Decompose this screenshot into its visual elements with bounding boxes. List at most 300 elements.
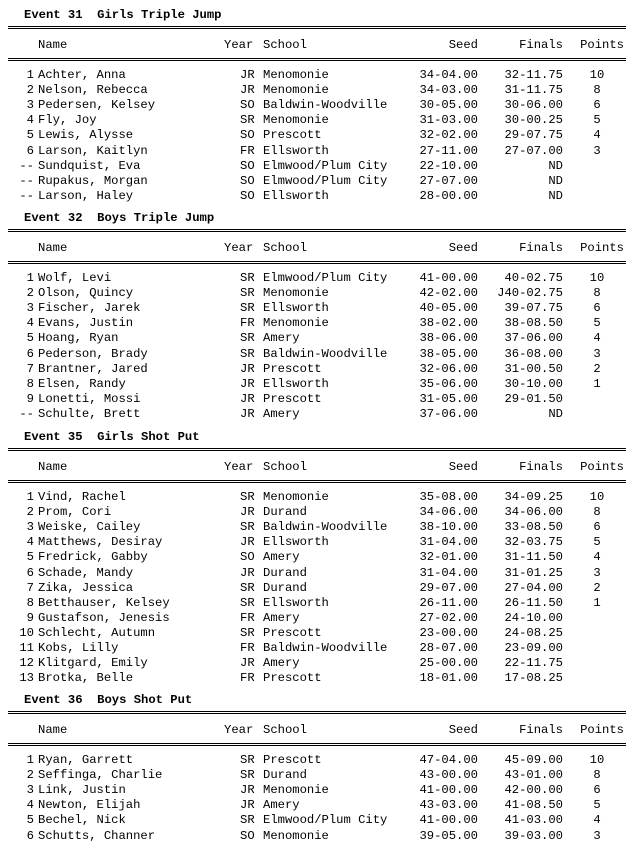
cell-seed: 35-08.00: [419, 490, 478, 504]
cell-name: Fly, Joy: [38, 113, 97, 128]
cell-name: Schade, Mandy: [38, 565, 134, 580]
cell-place: 6: [26, 828, 34, 843]
cell-finals: 29-01.50: [504, 391, 563, 406]
cell-finals: J40-02.75: [497, 286, 563, 301]
header-name: Name: [38, 38, 68, 52]
header-points: Points: [580, 38, 624, 52]
cell-place: 1: [26, 68, 34, 82]
cell-school: Elmwood/Plum City: [263, 173, 388, 188]
event-title: Event 36 Boys Shot Put: [24, 693, 193, 707]
cell-school: Durand: [263, 580, 307, 595]
cell-name: Matthews, Desiray: [38, 535, 163, 550]
column-header-row: [0, 38, 635, 53]
cell-points: 4: [593, 550, 601, 565]
result-row: [0, 611, 635, 626]
cell-place: 2: [26, 83, 34, 98]
cell-name: Sundquist, Eva: [38, 158, 141, 173]
cell-seed: 34-04.00: [419, 68, 478, 82]
cell-name: Nelson, Rebecca: [38, 83, 148, 98]
cell-place: 3: [26, 301, 34, 316]
cell-place: 5: [26, 331, 34, 346]
cell-finals: 38-08.50: [504, 316, 563, 331]
cell-finals: 31-11.50: [504, 550, 563, 565]
cell-seed: 22-10.00: [419, 158, 478, 173]
cell-school: Ellsworth: [263, 535, 329, 550]
result-row: [0, 128, 635, 143]
cell-place: 2: [26, 286, 34, 301]
cell-name: Betthauser, Kelsey: [38, 595, 170, 610]
double-rule: [8, 261, 626, 264]
result-row: [0, 550, 635, 565]
cell-finals: 41-08.50: [504, 798, 563, 813]
cell-points: 10: [589, 753, 605, 767]
cell-place: 1: [26, 490, 34, 504]
cell-year: JR: [240, 798, 255, 813]
result-row: [0, 144, 635, 159]
cell-name: Schutts, Channer: [38, 828, 156, 843]
header-school: School: [263, 723, 307, 737]
cell-place: 5: [26, 128, 34, 143]
cell-school: Prescott: [263, 625, 322, 640]
cell-points: 6: [593, 520, 601, 535]
cell-school: Baldwin-Woodville: [263, 98, 388, 113]
cell-name: Vind, Rachel: [38, 490, 126, 504]
cell-year: SR: [240, 595, 255, 610]
cell-place: 12: [19, 656, 34, 671]
cell-name: Link, Justin: [38, 783, 126, 798]
header-points: Points: [580, 723, 624, 737]
header-year: Year: [224, 38, 254, 52]
cell-finals: 30-00.25: [504, 113, 563, 128]
cell-finals: 32-03.75: [504, 535, 563, 550]
cell-points: 2: [593, 580, 601, 595]
cell-finals: 36-08.00: [504, 346, 563, 361]
header-year: Year: [224, 723, 254, 737]
cell-seed: 37-06.00: [419, 406, 478, 421]
cell-seed: 25-00.00: [419, 656, 478, 671]
result-row: [0, 641, 635, 656]
cell-school: Menomonie: [263, 828, 329, 843]
cell-finals: 37-06.00: [504, 331, 563, 346]
cell-place: 2: [26, 505, 34, 520]
result-row: [0, 566, 635, 581]
cell-year: SR: [240, 580, 255, 595]
cell-finals: ND: [548, 188, 563, 203]
cell-finals: 27-07.00: [504, 143, 563, 158]
event-title: Event 31 Girls Triple Jump: [24, 8, 222, 22]
cell-seed: 26-11.00: [419, 595, 478, 610]
cell-name: Klitgard, Emily: [38, 656, 148, 671]
cell-school: Elmwood/Plum City: [263, 813, 388, 828]
cell-points: 4: [593, 813, 601, 828]
cell-school: Menomonie: [263, 113, 329, 128]
cell-seed: 47-04.00: [419, 753, 478, 767]
cell-name: Schulte, Brett: [38, 406, 141, 421]
cell-points: 5: [593, 535, 601, 550]
cell-place: 11: [19, 641, 34, 655]
cell-school: Ellsworth: [263, 595, 329, 610]
cell-school: Prescott: [263, 128, 322, 143]
cell-finals: 32-11.75: [504, 68, 563, 82]
result-row: [0, 68, 635, 83]
header-points: Points: [580, 460, 624, 474]
result-row: [0, 407, 635, 422]
cell-points: 3: [593, 346, 601, 361]
cell-place: 6: [26, 565, 34, 580]
cell-year: JR: [240, 535, 255, 550]
cell-points: 10: [589, 271, 605, 285]
result-row: [0, 286, 635, 301]
cell-year: SR: [240, 286, 255, 301]
cell-finals: 23-09.00: [504, 641, 563, 655]
cell-place: --: [19, 158, 34, 173]
cell-school: Amery: [263, 550, 300, 565]
result-row: [0, 581, 635, 596]
cell-year: SR: [240, 520, 255, 535]
cell-finals: 26-11.50: [504, 595, 563, 610]
header-name: Name: [38, 460, 68, 474]
cell-school: Durand: [263, 768, 307, 783]
result-row: [0, 656, 635, 671]
cell-seed: 38-05.00: [419, 346, 478, 361]
cell-seed: 31-04.00: [419, 565, 478, 580]
cell-year: SR: [240, 753, 255, 767]
cell-place: 1: [26, 753, 34, 767]
header-seed: Seed: [448, 38, 478, 52]
cell-points: 8: [593, 505, 601, 520]
cell-finals: 42-00.00: [504, 783, 563, 798]
header-seed: Seed: [448, 460, 478, 474]
cell-finals: 30-10.00: [504, 376, 563, 391]
cell-seed: 23-00.00: [419, 625, 478, 640]
event-title: Event 35 Girls Shot Put: [24, 430, 200, 444]
header-school: School: [263, 38, 307, 52]
result-row: [0, 520, 635, 535]
cell-year: SR: [240, 271, 255, 285]
cell-school: Ellsworth: [263, 376, 329, 391]
cell-seed: 38-10.00: [419, 520, 478, 535]
cell-name: Prom, Cori: [38, 505, 112, 520]
cell-place: 8: [26, 376, 34, 391]
cell-name: Hoang, Ryan: [38, 331, 119, 346]
cell-name: Newton, Elijah: [38, 798, 141, 813]
cell-year: SO: [240, 828, 255, 843]
double-rule: [8, 229, 626, 232]
cell-place: 4: [26, 113, 34, 128]
cell-place: 5: [26, 550, 34, 565]
cell-place: 10: [19, 625, 34, 640]
cell-school: Prescott: [263, 361, 322, 376]
cell-school: Baldwin-Woodville: [263, 641, 388, 655]
result-row: [0, 813, 635, 828]
cell-finals: 30-06.00: [504, 98, 563, 113]
cell-finals: 34-06.00: [504, 505, 563, 520]
cell-seed: 41-00.00: [419, 271, 478, 285]
cell-year: FR: [240, 316, 255, 331]
cell-name: Seffinga, Charlie: [38, 768, 163, 783]
cell-seed: 41-00.00: [419, 813, 478, 828]
cell-name: Fischer, Jarek: [38, 301, 141, 316]
column-header-row: [0, 241, 635, 256]
cell-name: Kobs, Lilly: [38, 641, 119, 655]
cell-place: 13: [19, 671, 34, 686]
cell-place: --: [19, 188, 34, 203]
cell-seed: 30-05.00: [419, 98, 478, 113]
cell-points: 5: [593, 316, 601, 331]
result-row: [0, 83, 635, 98]
cell-year: SO: [240, 550, 255, 565]
cell-year: SO: [240, 158, 255, 173]
cell-points: 4: [593, 331, 601, 346]
cell-name: Larson, Haley: [38, 188, 134, 203]
result-row: [0, 768, 635, 783]
cell-year: JR: [240, 565, 255, 580]
cell-finals: 22-11.75: [504, 656, 563, 671]
cell-place: 3: [26, 783, 34, 798]
cell-place: 7: [26, 580, 34, 595]
cell-year: JR: [240, 68, 255, 82]
result-row: [0, 271, 635, 286]
cell-year: SR: [240, 331, 255, 346]
cell-seed: 38-02.00: [419, 316, 478, 331]
cell-finals: 40-02.75: [504, 271, 563, 285]
result-row: [0, 98, 635, 113]
cell-place: 6: [26, 143, 34, 158]
cell-points: 8: [593, 83, 601, 98]
cell-school: Menomonie: [263, 286, 329, 301]
cell-school: Baldwin-Woodville: [263, 346, 388, 361]
header-school: School: [263, 241, 307, 255]
cell-school: Baldwin-Woodville: [263, 520, 388, 535]
cell-place: 4: [26, 798, 34, 813]
cell-finals: 43-01.00: [504, 768, 563, 783]
cell-school: Menomonie: [263, 83, 329, 98]
cell-name: Rupakus, Morgan: [38, 173, 148, 188]
cell-finals: 34-09.25: [504, 490, 563, 504]
header-seed: Seed: [448, 241, 478, 255]
result-row: [0, 113, 635, 128]
cell-seed: 27-11.00: [419, 143, 478, 158]
result-row: [0, 490, 635, 505]
header-finals: Finals: [519, 38, 563, 52]
cell-name: Pederson, Brady: [38, 346, 148, 361]
cell-place: 3: [26, 98, 34, 113]
cell-school: Prescott: [263, 753, 322, 767]
cell-finals: 39-03.00: [504, 828, 563, 843]
cell-seed: 32-01.00: [419, 550, 478, 565]
cell-name: Lewis, Alysse: [38, 128, 134, 143]
cell-school: Menomonie: [263, 490, 329, 504]
cell-points: 2: [593, 361, 601, 376]
cell-finals: 31-11.75: [504, 83, 563, 98]
cell-school: Amery: [263, 798, 300, 813]
cell-year: JR: [240, 783, 255, 798]
header-finals: Finals: [519, 460, 563, 474]
cell-name: Pedersen, Kelsey: [38, 98, 156, 113]
cell-seed: 32-02.00: [419, 128, 478, 143]
cell-school: Amery: [263, 656, 300, 671]
cell-year: JR: [240, 391, 255, 406]
cell-points: 5: [593, 113, 601, 128]
double-rule: [8, 743, 626, 746]
cell-finals: ND: [548, 158, 563, 173]
cell-year: JR: [240, 406, 255, 421]
cell-school: Prescott: [263, 391, 322, 406]
cell-name: Ryan, Garrett: [38, 753, 134, 767]
cell-name: Lonetti, Mossi: [38, 391, 141, 406]
cell-year: SR: [240, 768, 255, 783]
cell-seed: 29-07.00: [419, 580, 478, 595]
cell-year: SR: [240, 301, 255, 316]
cell-finals: 39-07.75: [504, 301, 563, 316]
result-row: [0, 753, 635, 768]
cell-year: FR: [240, 143, 255, 158]
cell-name: Wolf, Levi: [38, 271, 112, 285]
cell-points: 10: [589, 490, 605, 504]
cell-name: Elsen, Randy: [38, 376, 126, 391]
result-row: [0, 347, 635, 362]
cell-school: Menomonie: [263, 316, 329, 331]
cell-seed: 40-05.00: [419, 301, 478, 316]
cell-seed: 41-00.00: [419, 783, 478, 798]
result-row: [0, 671, 635, 686]
cell-seed: 34-03.00: [419, 83, 478, 98]
cell-seed: 35-06.00: [419, 376, 478, 391]
cell-finals: 17-08.25: [504, 671, 563, 686]
double-rule: [8, 480, 626, 483]
header-points: Points: [580, 241, 624, 255]
cell-points: 4: [593, 128, 601, 143]
cell-points: 3: [593, 828, 601, 843]
column-header-row: [0, 723, 635, 738]
cell-school: Amery: [263, 331, 300, 346]
cell-name: Brotka, Belle: [38, 671, 134, 686]
cell-finals: 45-09.00: [504, 753, 563, 767]
cell-year: FR: [240, 641, 255, 655]
header-finals: Finals: [519, 241, 563, 255]
cell-points: 6: [593, 98, 601, 113]
cell-seed: 34-06.00: [419, 505, 478, 520]
cell-seed: 28-00.00: [419, 188, 478, 203]
header-finals: Finals: [519, 723, 563, 737]
cell-place: 1: [26, 271, 34, 285]
cell-points: 6: [593, 301, 601, 316]
cell-name: Weiske, Cailey: [38, 520, 141, 535]
cell-name: Brantner, Jared: [38, 361, 148, 376]
cell-name: Larson, Kaitlyn: [38, 143, 148, 158]
cell-place: 3: [26, 520, 34, 535]
cell-year: JR: [240, 376, 255, 391]
cell-year: SR: [240, 346, 255, 361]
cell-year: SR: [240, 113, 255, 128]
cell-seed: 31-04.00: [419, 535, 478, 550]
cell-seed: 39-05.00: [419, 828, 478, 843]
result-row: [0, 174, 635, 189]
result-row: [0, 189, 635, 204]
cell-place: 4: [26, 535, 34, 550]
cell-year: SO: [240, 128, 255, 143]
cell-school: Amery: [263, 406, 300, 421]
cell-name: Fredrick, Gabby: [38, 550, 148, 565]
cell-seed: 28-07.00: [419, 641, 478, 655]
cell-finals: 41-03.00: [504, 813, 563, 828]
result-row: [0, 331, 635, 346]
result-row: [0, 783, 635, 798]
cell-points: 8: [593, 286, 601, 301]
cell-name: Schlecht, Autumn: [38, 625, 156, 640]
cell-seed: 31-05.00: [419, 391, 478, 406]
cell-points: 6: [593, 783, 601, 798]
event-title: Event 32 Boys Triple Jump: [24, 211, 215, 225]
result-row: [0, 596, 635, 611]
cell-place: 5: [26, 813, 34, 828]
cell-school: Ellsworth: [263, 188, 329, 203]
double-rule: [8, 26, 626, 29]
cell-points: 3: [593, 565, 601, 580]
cell-finals: 24-10.00: [504, 610, 563, 625]
result-row: [0, 535, 635, 550]
cell-seed: 27-07.00: [419, 173, 478, 188]
cell-place: --: [19, 406, 34, 421]
cell-points: 1: [593, 595, 601, 610]
header-year: Year: [224, 241, 254, 255]
cell-place: 6: [26, 346, 34, 361]
cell-school: Menomonie: [263, 68, 329, 82]
result-row: [0, 505, 635, 520]
cell-finals: ND: [548, 173, 563, 188]
cell-year: SO: [240, 173, 255, 188]
cell-name: Zika, Jessica: [38, 580, 134, 595]
cell-name: Evans, Justin: [38, 316, 134, 331]
cell-name: Achter, Anna: [38, 68, 126, 82]
cell-school: Durand: [263, 565, 307, 580]
result-row: [0, 392, 635, 407]
cell-year: JR: [240, 505, 255, 520]
cell-name: Bechel, Nick: [38, 813, 126, 828]
cell-seed: 42-02.00: [419, 286, 478, 301]
cell-year: FR: [240, 610, 255, 625]
cell-year: FR: [240, 671, 255, 686]
cell-name: Gustafson, Jenesis: [38, 610, 170, 625]
cell-place: 8: [26, 595, 34, 610]
cell-school: Amery: [263, 610, 300, 625]
cell-school: Ellsworth: [263, 143, 329, 158]
cell-school: Ellsworth: [263, 301, 329, 316]
double-rule: [8, 448, 626, 451]
cell-school: Elmwood/Plum City: [263, 158, 388, 173]
cell-school: Durand: [263, 505, 307, 520]
cell-finals: 27-04.00: [504, 580, 563, 595]
cell-school: Prescott: [263, 671, 322, 686]
cell-seed: 43-00.00: [419, 768, 478, 783]
header-school: School: [263, 460, 307, 474]
cell-seed: 38-06.00: [419, 331, 478, 346]
cell-finals: 31-00.50: [504, 361, 563, 376]
cell-place: 9: [26, 391, 34, 406]
cell-school: Elmwood/Plum City: [263, 271, 388, 285]
cell-year: JR: [240, 656, 255, 671]
cell-place: 4: [26, 316, 34, 331]
cell-name: Olson, Quincy: [38, 286, 134, 301]
cell-points: 10: [589, 68, 605, 82]
cell-year: SR: [240, 625, 255, 640]
result-row: [0, 362, 635, 377]
cell-place: 2: [26, 768, 34, 783]
cell-year: SO: [240, 188, 255, 203]
cell-year: SR: [240, 490, 255, 504]
cell-points: 1: [593, 376, 601, 391]
header-seed: Seed: [448, 723, 478, 737]
